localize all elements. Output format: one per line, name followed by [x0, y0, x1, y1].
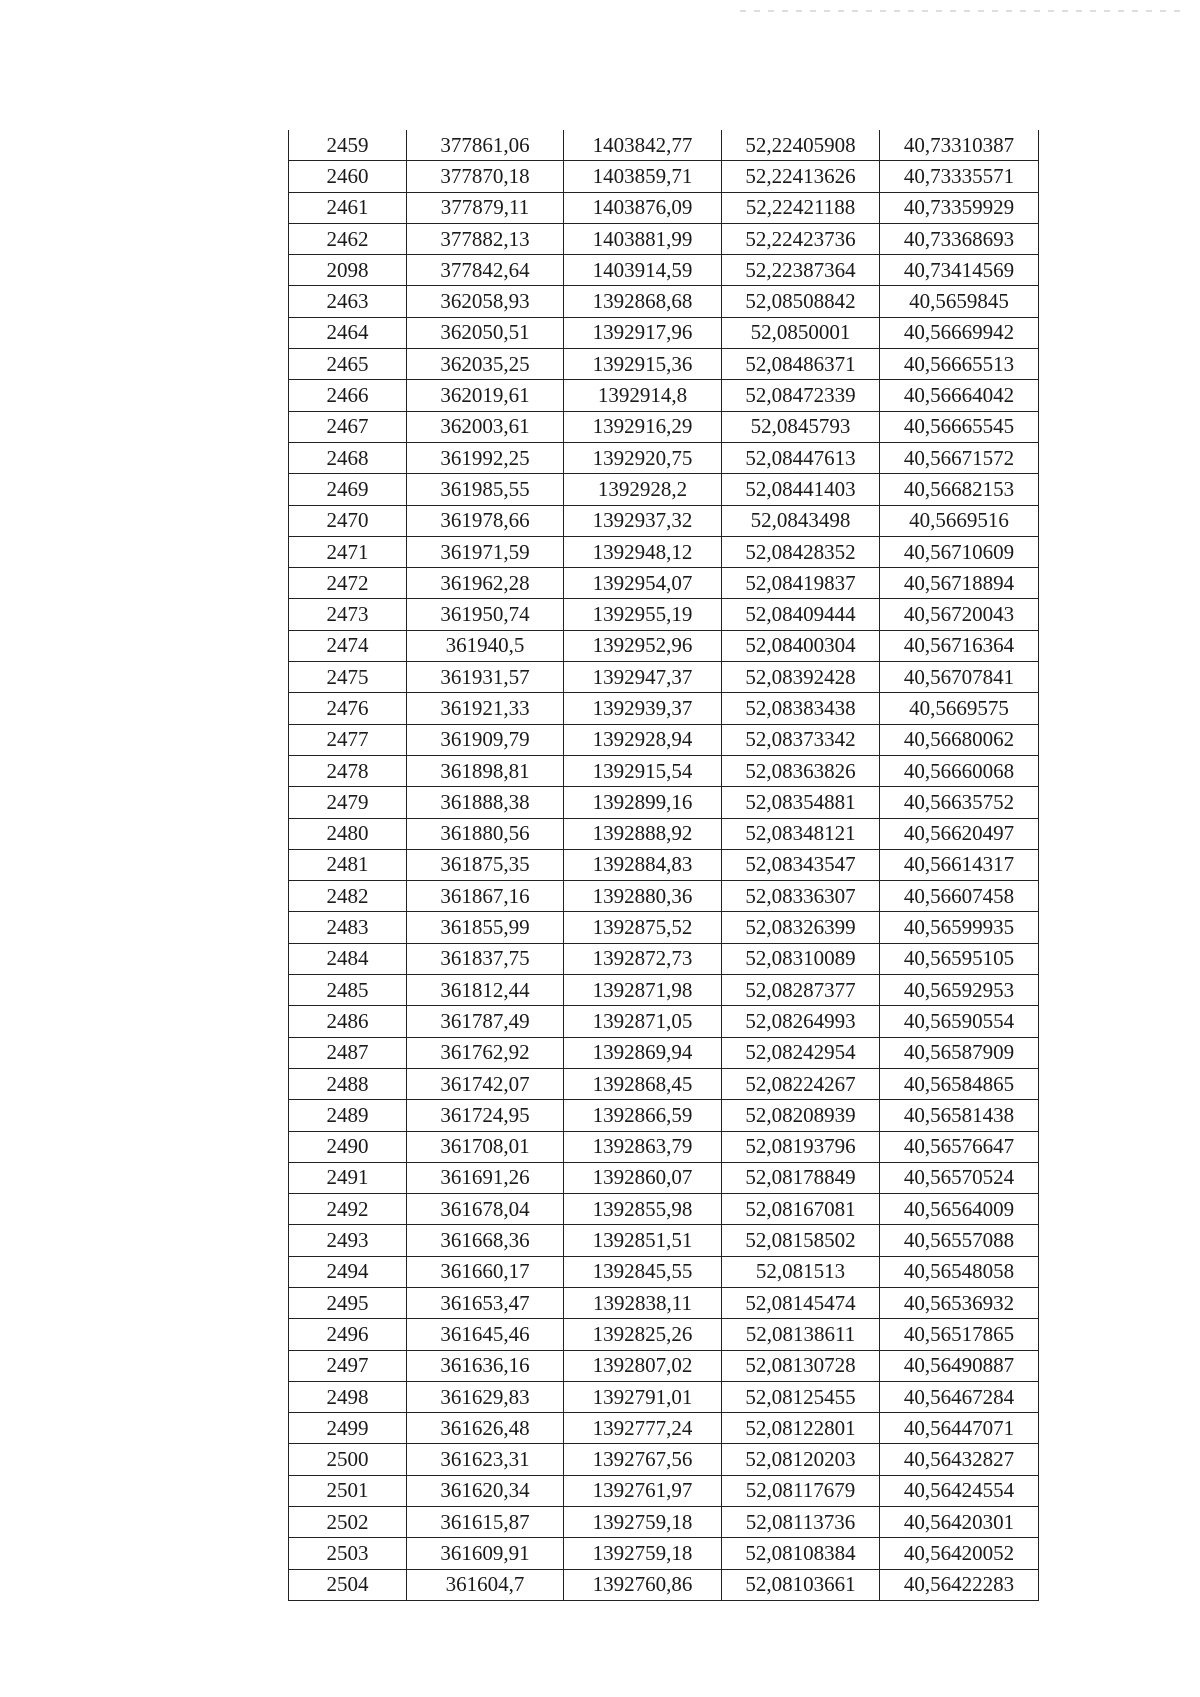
longitude-cell: 40,56665545 [880, 411, 1039, 442]
point-number-cell: 2494 [289, 1256, 407, 1287]
x-coordinate-cell: 377870,18 [407, 161, 564, 192]
y-coordinate-cell: 1392855,98 [564, 1194, 722, 1225]
table-row [289, 755, 1039, 786]
point-number-cell: 2492 [289, 1194, 407, 1225]
x-coordinate-cell: 361604,7 [407, 1569, 564, 1600]
y-coordinate-cell: 1392884,83 [564, 849, 722, 880]
point-number-cell: 2484 [289, 943, 407, 974]
longitude-cell: 40,56422283 [880, 1569, 1039, 1600]
longitude-cell: 40,56707841 [880, 662, 1039, 693]
latitude-cell: 52,22405908 [722, 130, 880, 161]
table-row [289, 505, 1039, 536]
table-row [289, 442, 1039, 473]
x-coordinate-cell: 361867,16 [407, 881, 564, 912]
x-coordinate-cell: 361888,38 [407, 787, 564, 818]
point-number-cell: 2493 [289, 1225, 407, 1256]
latitude-cell: 52,22413626 [722, 161, 880, 192]
longitude-cell: 40,5669516 [880, 505, 1039, 536]
point-number-cell: 2499 [289, 1413, 407, 1444]
point-number-cell: 2463 [289, 286, 407, 317]
longitude-cell: 40,56592953 [880, 975, 1039, 1006]
point-number-cell: 2474 [289, 630, 407, 661]
latitude-cell: 52,08326399 [722, 912, 880, 943]
y-coordinate-cell: 1392947,37 [564, 662, 722, 693]
x-coordinate-cell: 361898,81 [407, 755, 564, 786]
table-row [289, 474, 1039, 505]
latitude-cell: 52,08447613 [722, 442, 880, 473]
y-coordinate-cell: 1403914,59 [564, 255, 722, 286]
x-coordinate-cell: 362050,51 [407, 317, 564, 348]
x-coordinate-cell: 362003,61 [407, 411, 564, 442]
y-coordinate-cell: 1392868,68 [564, 286, 722, 317]
latitude-cell: 52,081513 [722, 1256, 880, 1287]
y-coordinate-cell: 1403881,99 [564, 223, 722, 254]
point-number-cell: 2502 [289, 1507, 407, 1538]
x-coordinate-cell: 361762,92 [407, 1037, 564, 1068]
table-row [289, 1162, 1039, 1193]
point-number-cell: 2501 [289, 1475, 407, 1506]
longitude-cell: 40,5669575 [880, 693, 1039, 724]
x-coordinate-cell: 361660,17 [407, 1256, 564, 1287]
y-coordinate-cell: 1392791,01 [564, 1381, 722, 1412]
y-coordinate-cell: 1392761,97 [564, 1475, 722, 1506]
longitude-cell: 40,56557088 [880, 1225, 1039, 1256]
y-coordinate-cell: 1392915,54 [564, 755, 722, 786]
x-coordinate-cell: 361653,47 [407, 1287, 564, 1318]
point-number-cell: 2462 [289, 223, 407, 254]
latitude-cell: 52,22423736 [722, 223, 880, 254]
latitude-cell: 52,08508842 [722, 286, 880, 317]
x-coordinate-cell: 361668,36 [407, 1225, 564, 1256]
point-number-cell: 2470 [289, 505, 407, 536]
x-coordinate-cell: 361837,75 [407, 943, 564, 974]
x-coordinate-cell: 361978,66 [407, 505, 564, 536]
y-coordinate-cell: 1403876,09 [564, 192, 722, 223]
point-number-cell: 2487 [289, 1037, 407, 1068]
table-row [289, 1131, 1039, 1162]
table-row [289, 1475, 1039, 1506]
longitude-cell: 40,56664042 [880, 380, 1039, 411]
latitude-cell: 52,08224267 [722, 1068, 880, 1099]
point-number-cell: 2098 [289, 255, 407, 286]
table-row [289, 662, 1039, 693]
longitude-cell: 40,56576647 [880, 1131, 1039, 1162]
x-coordinate-cell: 361645,46 [407, 1319, 564, 1350]
point-number-cell: 2475 [289, 662, 407, 693]
point-number-cell: 2486 [289, 1006, 407, 1037]
x-coordinate-cell: 361629,83 [407, 1381, 564, 1412]
y-coordinate-cell: 1392916,29 [564, 411, 722, 442]
latitude-cell: 52,0850001 [722, 317, 880, 348]
y-coordinate-cell: 1392928,2 [564, 474, 722, 505]
point-number-cell: 2472 [289, 568, 407, 599]
latitude-cell: 52,08343547 [722, 849, 880, 880]
y-coordinate-cell: 1392860,07 [564, 1162, 722, 1193]
point-number-cell: 2480 [289, 818, 407, 849]
x-coordinate-cell: 377879,11 [407, 192, 564, 223]
table-row [289, 943, 1039, 974]
latitude-cell: 52,08354881 [722, 787, 880, 818]
longitude-cell: 40,56548058 [880, 1256, 1039, 1287]
y-coordinate-cell: 1392825,26 [564, 1319, 722, 1350]
y-coordinate-cell: 1392948,12 [564, 536, 722, 567]
longitude-cell: 40,73368693 [880, 223, 1039, 254]
x-coordinate-cell: 361678,04 [407, 1194, 564, 1225]
longitude-cell: 40,56590554 [880, 1006, 1039, 1037]
y-coordinate-cell: 1392866,59 [564, 1100, 722, 1131]
y-coordinate-cell: 1392872,73 [564, 943, 722, 974]
longitude-cell: 40,56614317 [880, 849, 1039, 880]
coordinates-table [288, 130, 1039, 1601]
y-coordinate-cell: 1392777,24 [564, 1413, 722, 1444]
x-coordinate-cell: 361626,48 [407, 1413, 564, 1444]
latitude-cell: 52,08113736 [722, 1507, 880, 1538]
y-coordinate-cell: 1392928,94 [564, 724, 722, 755]
longitude-cell: 40,56718894 [880, 568, 1039, 599]
longitude-cell: 40,73310387 [880, 130, 1039, 161]
point-number-cell: 2479 [289, 787, 407, 818]
latitude-cell: 52,08178849 [722, 1162, 880, 1193]
point-number-cell: 2485 [289, 975, 407, 1006]
latitude-cell: 52,08441403 [722, 474, 880, 505]
longitude-cell: 40,56607458 [880, 881, 1039, 912]
longitude-cell: 40,56420052 [880, 1538, 1039, 1569]
table-row [289, 1068, 1039, 1099]
x-coordinate-cell: 361921,33 [407, 693, 564, 724]
table-row [289, 1287, 1039, 1318]
x-coordinate-cell: 361787,49 [407, 1006, 564, 1037]
x-coordinate-cell: 361985,55 [407, 474, 564, 505]
table-row [289, 286, 1039, 317]
x-coordinate-cell: 377861,06 [407, 130, 564, 161]
longitude-cell: 40,56432827 [880, 1444, 1039, 1475]
x-coordinate-cell: 361623,31 [407, 1444, 564, 1475]
table-row [289, 411, 1039, 442]
latitude-cell: 52,08363826 [722, 755, 880, 786]
x-coordinate-cell: 361708,01 [407, 1131, 564, 1162]
latitude-cell: 52,08108384 [722, 1538, 880, 1569]
y-coordinate-cell: 1392917,96 [564, 317, 722, 348]
table-row [289, 1381, 1039, 1412]
longitude-cell: 40,56682153 [880, 474, 1039, 505]
y-coordinate-cell: 1392914,8 [564, 380, 722, 411]
longitude-cell: 40,56635752 [880, 787, 1039, 818]
table-row [289, 1444, 1039, 1475]
table-row [289, 255, 1039, 286]
latitude-cell: 52,08130728 [722, 1350, 880, 1381]
table-row [289, 349, 1039, 380]
table-row [289, 192, 1039, 223]
point-number-cell: 2500 [289, 1444, 407, 1475]
longitude-cell: 40,56536932 [880, 1287, 1039, 1318]
longitude-cell: 40,56587909 [880, 1037, 1039, 1068]
y-coordinate-cell: 1392871,98 [564, 975, 722, 1006]
y-coordinate-cell: 1392952,96 [564, 630, 722, 661]
y-coordinate-cell: 1403859,71 [564, 161, 722, 192]
longitude-cell: 40,56671572 [880, 442, 1039, 473]
table-row [289, 1225, 1039, 1256]
longitude-cell: 40,73414569 [880, 255, 1039, 286]
point-number-cell: 2464 [289, 317, 407, 348]
x-coordinate-cell: 361615,87 [407, 1507, 564, 1538]
y-coordinate-cell: 1392888,92 [564, 818, 722, 849]
table-row [289, 223, 1039, 254]
latitude-cell: 52,08428352 [722, 536, 880, 567]
table-row [289, 1538, 1039, 1569]
y-coordinate-cell: 1392880,36 [564, 881, 722, 912]
longitude-cell: 40,56517865 [880, 1319, 1039, 1350]
x-coordinate-cell: 361609,91 [407, 1538, 564, 1569]
longitude-cell: 40,56420301 [880, 1507, 1039, 1538]
table-row [289, 630, 1039, 661]
y-coordinate-cell: 1392871,05 [564, 1006, 722, 1037]
y-coordinate-cell: 1392868,45 [564, 1068, 722, 1099]
y-coordinate-cell: 1392937,32 [564, 505, 722, 536]
table-row [289, 536, 1039, 567]
y-coordinate-cell: 1392807,02 [564, 1350, 722, 1381]
latitude-cell: 52,08167081 [722, 1194, 880, 1225]
x-coordinate-cell: 377842,64 [407, 255, 564, 286]
latitude-cell: 52,22387364 [722, 255, 880, 286]
table-row [289, 912, 1039, 943]
y-coordinate-cell: 1392767,56 [564, 1444, 722, 1475]
latitude-cell: 52,08409444 [722, 599, 880, 630]
y-coordinate-cell: 1392954,07 [564, 568, 722, 599]
latitude-cell: 52,08125455 [722, 1381, 880, 1412]
table-row [289, 1413, 1039, 1444]
x-coordinate-cell: 362058,93 [407, 286, 564, 317]
latitude-cell: 52,08117679 [722, 1475, 880, 1506]
point-number-cell: 2476 [289, 693, 407, 724]
latitude-cell: 52,08400304 [722, 630, 880, 661]
x-coordinate-cell: 361880,56 [407, 818, 564, 849]
longitude-cell: 40,56595105 [880, 943, 1039, 974]
latitude-cell: 52,08208939 [722, 1100, 880, 1131]
table-row [289, 975, 1039, 1006]
table-row [289, 693, 1039, 724]
y-coordinate-cell: 1403842,77 [564, 130, 722, 161]
table-row [289, 317, 1039, 348]
y-coordinate-cell: 1392760,86 [564, 1569, 722, 1600]
longitude-cell: 40,56669942 [880, 317, 1039, 348]
point-number-cell: 2504 [289, 1569, 407, 1600]
latitude-cell: 52,08120203 [722, 1444, 880, 1475]
longitude-cell: 40,56680062 [880, 724, 1039, 755]
point-number-cell: 2489 [289, 1100, 407, 1131]
latitude-cell: 52,08145474 [722, 1287, 880, 1318]
x-coordinate-cell: 361971,59 [407, 536, 564, 567]
point-number-cell: 2477 [289, 724, 407, 755]
longitude-cell: 40,73359929 [880, 192, 1039, 223]
latitude-cell: 52,08336307 [722, 881, 880, 912]
longitude-cell: 40,56716364 [880, 630, 1039, 661]
point-number-cell: 2459 [289, 130, 407, 161]
latitude-cell: 52,08138611 [722, 1319, 880, 1350]
latitude-cell: 52,0845793 [722, 411, 880, 442]
table-row [289, 599, 1039, 630]
latitude-cell: 52,08486371 [722, 349, 880, 380]
longitude-cell: 40,73335571 [880, 161, 1039, 192]
point-number-cell: 2460 [289, 161, 407, 192]
x-coordinate-cell: 361962,28 [407, 568, 564, 599]
table-row [289, 818, 1039, 849]
longitude-cell: 40,56424554 [880, 1475, 1039, 1506]
x-coordinate-cell: 361940,5 [407, 630, 564, 661]
point-number-cell: 2482 [289, 881, 407, 912]
x-coordinate-cell: 361636,16 [407, 1350, 564, 1381]
table-row [289, 1100, 1039, 1131]
point-number-cell: 2478 [289, 755, 407, 786]
longitude-cell: 40,56490887 [880, 1350, 1039, 1381]
longitude-cell: 40,56660068 [880, 755, 1039, 786]
x-coordinate-cell: 361931,57 [407, 662, 564, 693]
x-coordinate-cell: 361620,34 [407, 1475, 564, 1506]
x-coordinate-cell: 361812,44 [407, 975, 564, 1006]
latitude-cell: 52,08472339 [722, 380, 880, 411]
table-row [289, 568, 1039, 599]
longitude-cell: 40,56581438 [880, 1100, 1039, 1131]
latitude-cell: 52,08310089 [722, 943, 880, 974]
longitude-cell: 40,5659845 [880, 286, 1039, 317]
latitude-cell: 52,08103661 [722, 1569, 880, 1600]
x-coordinate-cell: 361855,99 [407, 912, 564, 943]
x-coordinate-cell: 361742,07 [407, 1068, 564, 1099]
y-coordinate-cell: 1392838,11 [564, 1287, 722, 1318]
y-coordinate-cell: 1392851,51 [564, 1225, 722, 1256]
y-coordinate-cell: 1392869,94 [564, 1037, 722, 1068]
y-coordinate-cell: 1392759,18 [564, 1538, 722, 1569]
longitude-cell: 40,56570524 [880, 1162, 1039, 1193]
x-coordinate-cell: 361950,74 [407, 599, 564, 630]
point-number-cell: 2488 [289, 1068, 407, 1099]
x-coordinate-cell: 361724,95 [407, 1100, 564, 1131]
y-coordinate-cell: 1392939,37 [564, 693, 722, 724]
longitude-cell: 40,56467284 [880, 1381, 1039, 1412]
x-coordinate-cell: 377882,13 [407, 223, 564, 254]
y-coordinate-cell: 1392759,18 [564, 1507, 722, 1538]
latitude-cell: 52,08193796 [722, 1131, 880, 1162]
y-coordinate-cell: 1392845,55 [564, 1256, 722, 1287]
y-coordinate-cell: 1392955,19 [564, 599, 722, 630]
table-row [289, 1256, 1039, 1287]
point-number-cell: 2467 [289, 411, 407, 442]
latitude-cell: 52,08392428 [722, 662, 880, 693]
table-row [289, 849, 1039, 880]
latitude-cell: 52,08383438 [722, 693, 880, 724]
point-number-cell: 2461 [289, 192, 407, 223]
table-row [289, 1350, 1039, 1381]
latitude-cell: 52,08158502 [722, 1225, 880, 1256]
latitude-cell: 52,08287377 [722, 975, 880, 1006]
longitude-cell: 40,56665513 [880, 349, 1039, 380]
x-coordinate-cell: 361992,25 [407, 442, 564, 473]
x-coordinate-cell: 362019,61 [407, 380, 564, 411]
point-number-cell: 2466 [289, 380, 407, 411]
longitude-cell: 40,56599935 [880, 912, 1039, 943]
point-number-cell: 2465 [289, 349, 407, 380]
point-number-cell: 2490 [289, 1131, 407, 1162]
longitude-cell: 40,56447071 [880, 1413, 1039, 1444]
point-number-cell: 2468 [289, 442, 407, 473]
latitude-cell: 52,0843498 [722, 505, 880, 536]
point-number-cell: 2496 [289, 1319, 407, 1350]
point-number-cell: 2471 [289, 536, 407, 567]
point-number-cell: 2469 [289, 474, 407, 505]
latitude-cell: 52,22421188 [722, 192, 880, 223]
x-coordinate-cell: 361691,26 [407, 1162, 564, 1193]
y-coordinate-cell: 1392920,75 [564, 442, 722, 473]
table-row [289, 380, 1039, 411]
latitude-cell: 52,08348121 [722, 818, 880, 849]
point-number-cell: 2473 [289, 599, 407, 630]
table-row [289, 787, 1039, 818]
longitude-cell: 40,56620497 [880, 818, 1039, 849]
point-number-cell: 2498 [289, 1381, 407, 1412]
scan-artifact [740, 10, 1180, 12]
table-row [289, 130, 1039, 161]
coordinates-table-body [289, 130, 1039, 1600]
point-number-cell: 2503 [289, 1538, 407, 1569]
point-number-cell: 2483 [289, 912, 407, 943]
table-row [289, 881, 1039, 912]
point-number-cell: 2497 [289, 1350, 407, 1381]
y-coordinate-cell: 1392915,36 [564, 349, 722, 380]
table-row [289, 1037, 1039, 1068]
y-coordinate-cell: 1392899,16 [564, 787, 722, 818]
longitude-cell: 40,56710609 [880, 536, 1039, 567]
latitude-cell: 52,08419837 [722, 568, 880, 599]
longitude-cell: 40,56564009 [880, 1194, 1039, 1225]
latitude-cell: 52,08122801 [722, 1413, 880, 1444]
latitude-cell: 52,08264993 [722, 1006, 880, 1037]
x-coordinate-cell: 361875,35 [407, 849, 564, 880]
y-coordinate-cell: 1392863,79 [564, 1131, 722, 1162]
y-coordinate-cell: 1392875,52 [564, 912, 722, 943]
table-row [289, 724, 1039, 755]
point-number-cell: 2481 [289, 849, 407, 880]
longitude-cell: 40,56584865 [880, 1068, 1039, 1099]
table-row [289, 1569, 1039, 1600]
table-row [289, 1319, 1039, 1350]
point-number-cell: 2495 [289, 1287, 407, 1318]
table-row [289, 161, 1039, 192]
latitude-cell: 52,08373342 [722, 724, 880, 755]
x-coordinate-cell: 361909,79 [407, 724, 564, 755]
table-row [289, 1006, 1039, 1037]
point-number-cell: 2491 [289, 1162, 407, 1193]
longitude-cell: 40,56720043 [880, 599, 1039, 630]
latitude-cell: 52,08242954 [722, 1037, 880, 1068]
table-row [289, 1194, 1039, 1225]
table-row [289, 1507, 1039, 1538]
x-coordinate-cell: 362035,25 [407, 349, 564, 380]
